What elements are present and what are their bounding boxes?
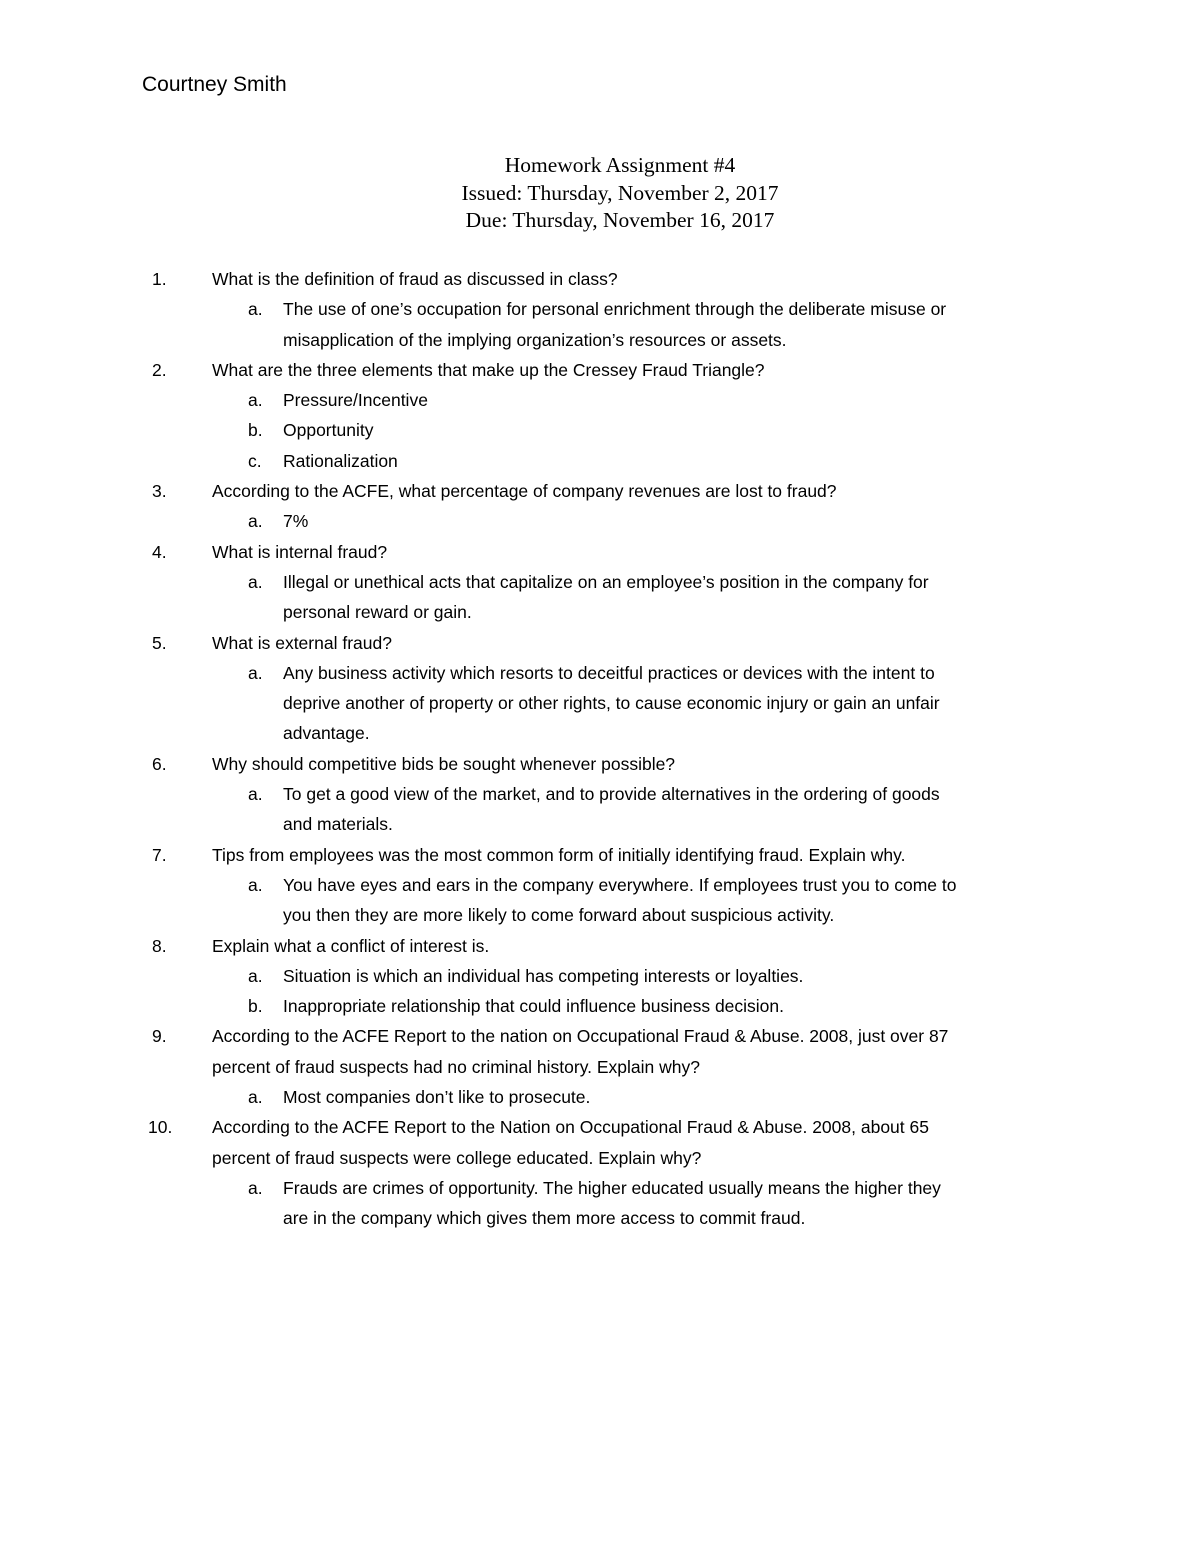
answer-text: Frauds are crimes of opportunity. The higher educated usually means the higher they: [283, 1177, 941, 1198]
question-item: [0, 931, 1200, 1022]
answer-text: you then they are more likely to come forward about suspicious activity.: [283, 905, 835, 926]
issued-date: Issued: Thursday, November 2, 2017: [461, 180, 779, 205]
question-text: According to the ACFE, what percentage of company revenues are lost to fraud?: [212, 481, 837, 502]
answer-text: Inappropriate relationship that could influence business decision.: [283, 996, 785, 1017]
question-number: 1.: [152, 269, 167, 289]
assignment-heading: [0, 152, 1200, 235]
question-text: What are the three elements that make up the Cressey Fraud Triangle?: [212, 359, 765, 380]
answer-line: [0, 991, 1200, 1021]
answer-line: [0, 506, 1200, 536]
question-text: Explain what a conflict of interest is.: [212, 935, 490, 956]
question-line: [0, 840, 1200, 870]
answer-text: deprive another of property or other rights, to cause economic injury or gain an unfair: [283, 693, 940, 714]
answer-text: Rationalization: [283, 450, 398, 471]
question-text: What is internal fraud?: [212, 541, 388, 562]
question-line: [0, 1052, 1200, 1082]
answer-text: and materials.: [283, 814, 393, 835]
question-text: Tips from employees was the most common form of initially identifying fraud. Explain why.: [212, 844, 906, 865]
question-line: [0, 1112, 1200, 1142]
question-text: According to the ACFE Report to the Nation on Occupational Fraud & Abuse. 2008, about 65: [212, 1117, 929, 1138]
due-date: Due: Thursday, November 16, 2017: [465, 208, 775, 232]
answer-line: [0, 809, 1200, 839]
answer-text: Most companies don’t like to prosecute.: [283, 1087, 591, 1108]
answer-line: [0, 446, 1200, 476]
author-name: Courtney Smith: [142, 73, 287, 96]
question-item: [0, 476, 1200, 537]
answer-letter: a.: [248, 874, 263, 895]
answer-text: Illegal or unethical acts that capitalize on an employee’s position in the company for: [283, 571, 929, 592]
question-list: [0, 264, 1200, 1234]
question-text: According to the ACFE Report to the nation on Occupational Fraud & Abuse. 2008, just over 87: [212, 1026, 949, 1047]
answer-text: Situation is which an individual has competing interests or loyalties.: [283, 965, 804, 986]
answer-letter: a.: [248, 390, 263, 411]
answer-text: misapplication of the implying organization’s resources or assets.: [283, 329, 787, 350]
question-item: [0, 355, 1200, 476]
answer-line: [0, 870, 1200, 900]
question-number: 3.: [152, 481, 167, 502]
question-line: [0, 1143, 1200, 1173]
answer-text: Any business activity which resorts to deceitful practices or devices with the intent to: [283, 662, 935, 683]
assignment-title: Homework Assignment #4: [504, 153, 736, 177]
question-number: 2.: [152, 359, 167, 380]
question-number: 10.: [148, 1117, 173, 1138]
question-line: [0, 537, 1200, 567]
question-item: [0, 1112, 1200, 1233]
answer-letter: b.: [248, 420, 263, 441]
question-number: 9.: [152, 1026, 167, 1047]
answer-text: Pressure/Incentive: [283, 390, 428, 411]
answer-text: advantage.: [283, 723, 370, 744]
question-text: Why should competitive bids be sought whenever possible?: [212, 753, 676, 774]
answer-line: [0, 325, 1200, 355]
answer-line: [0, 294, 1200, 324]
question-text: percent of fraud suspects had no criminal history. Explain why?: [212, 1056, 700, 1077]
question-item: [0, 1021, 1200, 1112]
answer-text: The use of one’s occupation for personal enrichment through the deliberate misuse or: [283, 299, 947, 320]
answer-letter: a.: [248, 1087, 263, 1108]
answer-text: Opportunity: [283, 420, 374, 441]
answer-line: [0, 718, 1200, 748]
answer-letter: a.: [248, 511, 263, 532]
question-line: [0, 476, 1200, 506]
question-item: [0, 264, 1200, 355]
answer-line: [0, 961, 1200, 991]
answer-letter: c.: [248, 450, 262, 471]
answer-line: [0, 688, 1200, 718]
answer-line: [0, 900, 1200, 930]
question-number: 8.: [152, 935, 167, 956]
answer-line: [0, 597, 1200, 627]
question-number: 4.: [152, 541, 167, 562]
question-item: [0, 840, 1200, 931]
answer-line: [0, 1082, 1200, 1112]
answer-line: [0, 658, 1200, 688]
answer-line: [0, 567, 1200, 597]
answer-line: [0, 415, 1200, 445]
question-text: What is the definition of fraud as discussed in class?: [212, 269, 618, 289]
answer-letter: a.: [248, 571, 263, 592]
answer-letter: a.: [248, 299, 263, 320]
question-number: 7.: [152, 844, 167, 865]
answer-letter: a.: [248, 662, 263, 683]
answer-text: 7%: [283, 511, 309, 532]
answer-line: [0, 1173, 1200, 1203]
question-item: [0, 537, 1200, 628]
question-item: [0, 749, 1200, 840]
answer-text: You have eyes and ears in the company everywhere. If employees trust you to come to: [283, 874, 957, 895]
answer-text: personal reward or gain.: [283, 602, 472, 623]
answer-letter: a.: [248, 965, 263, 986]
answer-letter: a.: [248, 784, 263, 805]
answer-text: are in the company which gives them more access to commit fraud.: [283, 1208, 806, 1229]
question-line: [0, 264, 1200, 294]
answer-letter: b.: [248, 996, 263, 1017]
answer-letter: a.: [248, 1177, 263, 1198]
question-number: 6.: [152, 753, 167, 774]
answer-text: To get a good view of the market, and to provide alternatives in the ordering of goods: [283, 784, 940, 805]
answer-line: [0, 779, 1200, 809]
question-text: percent of fraud suspects were college educated. Explain why?: [212, 1147, 702, 1168]
question-line: [0, 1021, 1200, 1051]
question-item: [0, 628, 1200, 749]
question-text: What is external fraud?: [212, 632, 392, 653]
answer-line: [0, 1203, 1200, 1233]
question-number: 5.: [152, 632, 167, 653]
answer-line: [0, 385, 1200, 415]
question-line: [0, 931, 1200, 961]
question-line: [0, 355, 1200, 385]
question-line: [0, 749, 1200, 779]
question-line: [0, 628, 1200, 658]
